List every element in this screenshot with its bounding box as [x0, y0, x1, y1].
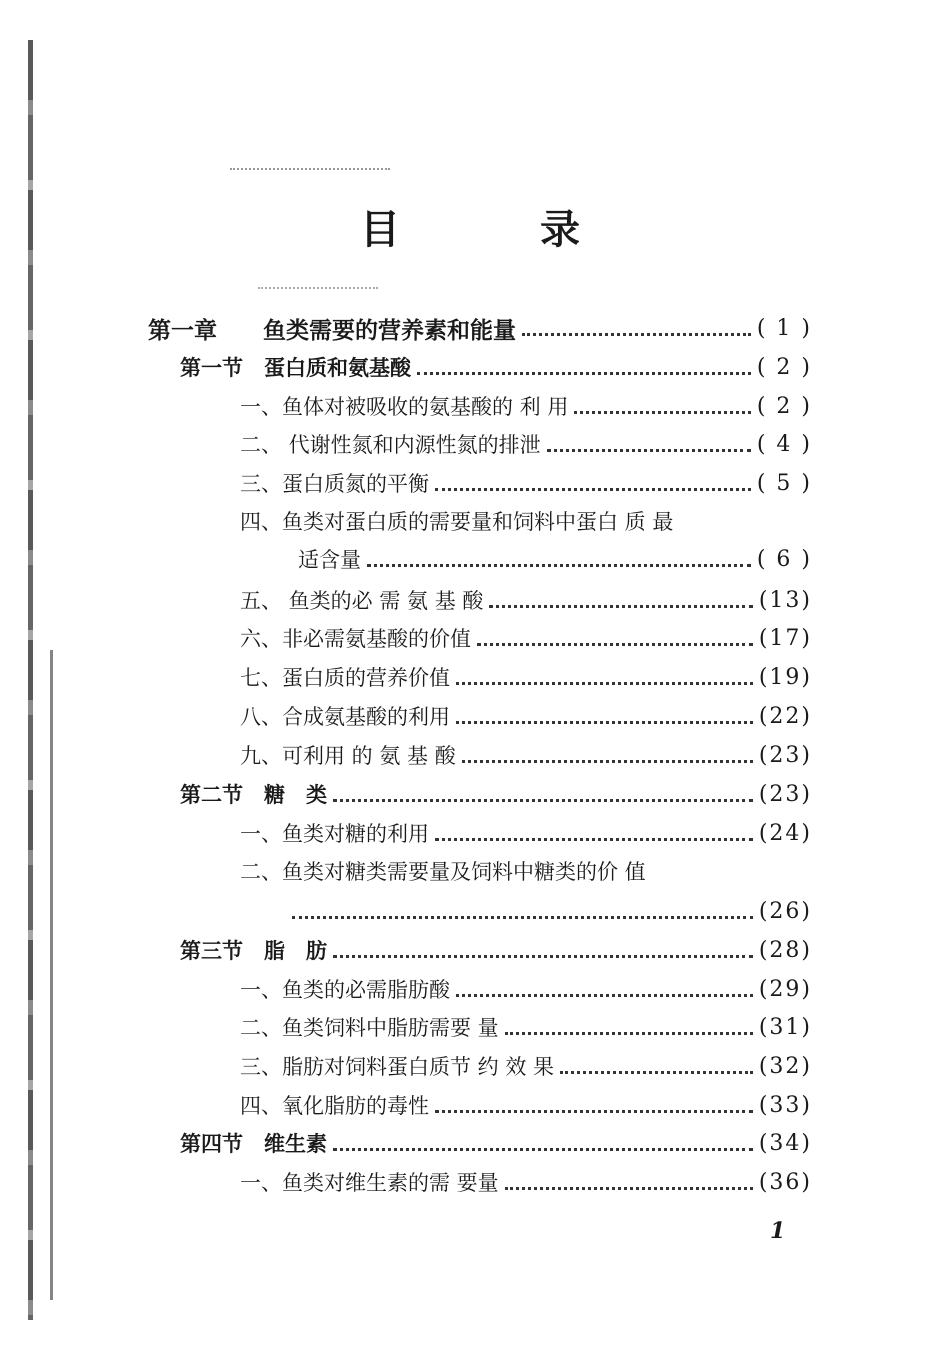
- toc-entry-head[interactable]: [240, 506, 673, 536]
- toc-entry[interactable]: [240, 1164, 812, 1200]
- toc-entry[interactable]: [180, 1125, 812, 1161]
- toc-entry-label: 三、脂肪对饲料蛋白质节 约 效 果: [240, 1055, 555, 1079]
- toc-leader: [292, 916, 753, 919]
- toc-entry-label: 一、鱼体对被吸收的氨基酸的 利 用: [240, 395, 569, 419]
- toc-entry[interactable]: [240, 620, 812, 656]
- toc-entry-label: 二、鱼类对糖类需要量及饲料中糖类的价 值: [240, 860, 646, 884]
- toc-entry-label: 二、 代谢性氮和内源性氮的排泄: [240, 433, 541, 457]
- toc-entry[interactable]: [240, 1048, 812, 1084]
- toc-entry[interactable]: [240, 815, 812, 851]
- toc-entry-label: 适含量: [298, 548, 361, 572]
- toc-leader: [477, 643, 753, 646]
- toc-entry-page: (17): [758, 625, 812, 651]
- toc-leader: [560, 1071, 753, 1074]
- toc-entry-label: 八、合成氨基酸的利用: [240, 705, 450, 729]
- toc-entry-label: 一、鱼类的必需脂肪酸: [240, 978, 450, 1002]
- toc-leader: [367, 564, 751, 567]
- toc-entry-label: 第四节 维生素: [180, 1131, 327, 1156]
- toc-entry-page: (34): [758, 1130, 812, 1156]
- toc-entry-label: 九、可利用 的 氨 基 酸: [240, 744, 456, 768]
- toc-entry-label: 四、鱼类对蛋白质的需要量和饲料中蛋白 质 最: [240, 510, 674, 534]
- toc-entry-label: 一、鱼类对维生素的需 要量: [240, 1171, 499, 1195]
- toc-entry[interactable]: [240, 426, 812, 462]
- toc-entry-page: ( 1 ): [756, 315, 812, 341]
- toc-entry-page: (29): [758, 976, 812, 1002]
- toc-leader: [505, 1032, 753, 1035]
- toc-entry-page: (13): [758, 587, 812, 613]
- toc-entry-page: (31): [758, 1014, 812, 1040]
- toc-entry-page: (19): [758, 664, 812, 690]
- toc-entry-label: 五、 鱼类的必 需 氨 基 酸: [240, 589, 484, 613]
- toc-entry-page: (22): [758, 703, 812, 729]
- toc-leader: [435, 838, 753, 841]
- toc-entry[interactable]: [240, 388, 812, 424]
- toc-leader: [333, 1148, 753, 1151]
- title-char-1: 目: [360, 206, 400, 253]
- toc-entry[interactable]: [180, 349, 812, 385]
- toc-leader: [547, 449, 751, 452]
- toc-leader: [435, 488, 751, 491]
- toc-leader: [456, 682, 753, 685]
- toc-leader: [522, 333, 751, 336]
- toc-entry-label: 第一章 鱼类需要的营养素和能量: [148, 316, 516, 344]
- title-char-2: 录: [540, 206, 580, 253]
- toc-entry[interactable]: [240, 659, 812, 695]
- toc-entry-page: (33): [758, 1092, 812, 1118]
- toc-leader: [489, 605, 752, 608]
- toc-entry[interactable]: [180, 932, 812, 968]
- toc-entry[interactable]: [240, 1009, 812, 1045]
- toc-entry-label: 第三节 脂 肪: [180, 938, 327, 963]
- toc-leader: [333, 955, 753, 958]
- toc-entry-label: 四、氧化脂肪的毒性: [240, 1094, 429, 1118]
- toc-entry-page: (26): [758, 898, 812, 924]
- toc-entry-page: ( 2 ): [756, 354, 812, 380]
- toc-leader: [574, 411, 750, 414]
- toc-entry-page: ( 4 ): [756, 431, 812, 457]
- toc-leader: [456, 994, 753, 997]
- toc-entry-page: (23): [758, 781, 812, 807]
- toc-entry[interactable]: [240, 971, 812, 1007]
- toc-entry-continuation[interactable]: [298, 541, 812, 577]
- toc-entry[interactable]: [148, 310, 812, 346]
- toc-entry-label: 三、蛋白质氮的平衡: [240, 472, 429, 496]
- toc-leader: [456, 721, 753, 724]
- page-title: [360, 198, 580, 255]
- page-binding-shadow: [50, 650, 53, 1300]
- toc-entry-page: ( 6 ): [756, 546, 812, 572]
- page-binding-edge: [28, 40, 33, 1320]
- scan-noise-dots: [258, 287, 378, 292]
- toc-leader: [462, 760, 753, 763]
- toc-entry-label: 六、非必需氨基酸的价值: [240, 627, 471, 651]
- toc-entry-page: (32): [758, 1053, 812, 1079]
- toc-leader: [435, 1110, 753, 1113]
- toc-entry-continuation[interactable]: [286, 893, 812, 929]
- toc-entry-head[interactable]: [240, 856, 646, 886]
- toc-entry[interactable]: [240, 582, 812, 618]
- toc-entry[interactable]: [240, 698, 812, 734]
- page-number: 1: [770, 1218, 786, 1244]
- toc-entry[interactable]: [240, 737, 812, 773]
- toc-entry-label: 一、鱼类对糖的利用: [240, 822, 429, 846]
- toc-entry[interactable]: [240, 1087, 812, 1123]
- toc-entry-label: 第二节 糖 类: [180, 782, 327, 807]
- toc-entry-label: 二、鱼类饲料中脂肪需要 量: [240, 1016, 499, 1040]
- toc-entry-page: (28): [758, 937, 812, 963]
- toc-entry-page: (23): [758, 742, 812, 768]
- toc-leader: [417, 372, 751, 375]
- toc-entry-page: (36): [758, 1169, 812, 1195]
- toc-leader: [333, 799, 753, 802]
- toc-entry[interactable]: [240, 465, 812, 501]
- toc-leader: [505, 1187, 753, 1190]
- toc-entry-page: ( 2 ): [756, 393, 812, 419]
- scan-noise-dots: [230, 168, 390, 173]
- toc-entry[interactable]: [180, 776, 812, 812]
- toc-entry-page: ( 5 ): [756, 470, 812, 496]
- toc-entry-label: 第一节 蛋白质和氨基酸: [180, 355, 411, 380]
- toc-entry-page: (24): [758, 820, 812, 846]
- toc-entry-label: 七、蛋白质的营养价值: [240, 666, 450, 690]
